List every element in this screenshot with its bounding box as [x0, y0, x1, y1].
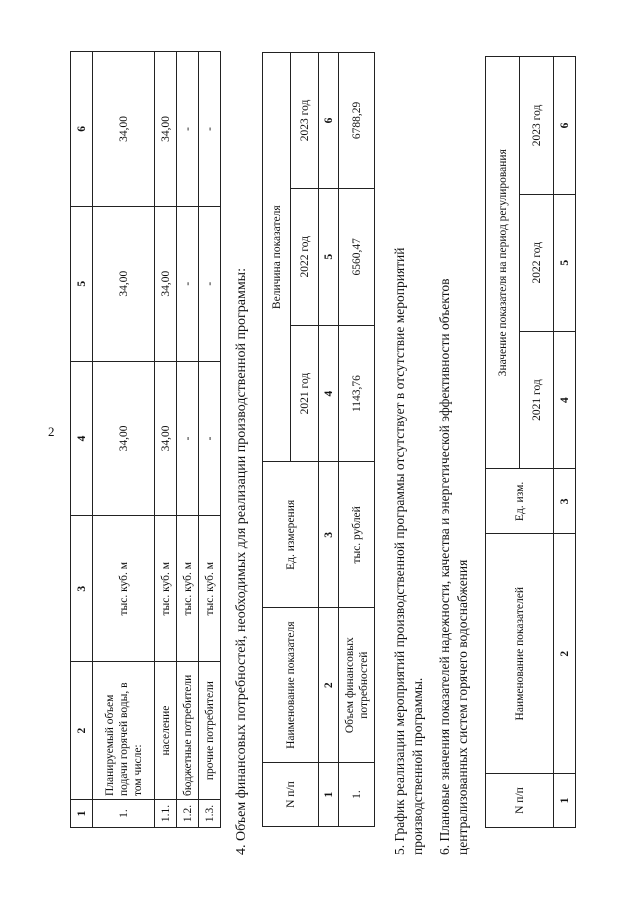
table-cell: Наименование показателей [486, 534, 554, 774]
table-cell: Ед. изм. [486, 469, 554, 534]
section-4-title: 4. Объем финансовых потребностей, необходимых для реализации производственной программы: [234, 268, 249, 855]
table-cell: тыс. рублей [339, 462, 375, 608]
table-cell: прочие потребители [199, 662, 221, 800]
table-cell: 4 [554, 331, 576, 469]
table-cell: тыс. куб. м [199, 516, 221, 662]
table-row [486, 57, 520, 828]
table-2 [262, 52, 375, 827]
table-cell: 2022 год [520, 194, 554, 331]
table-cell: 6 [554, 57, 576, 195]
table-cell: 34,00 [93, 52, 155, 207]
page-number: 2 [48, 424, 55, 439]
table-cell: Ед. измерения [263, 462, 319, 608]
table-cell: население [155, 662, 177, 800]
table-cell: тыс. куб. м [93, 516, 155, 662]
table-cell: 3 [319, 462, 339, 608]
table-cell: 2 [319, 608, 339, 763]
table-cell: тыс. куб. м [177, 516, 199, 662]
table-cell: 1.2. [177, 800, 199, 828]
table-cell: 2 [554, 534, 576, 774]
table-row [177, 52, 199, 828]
table-cell: 4 [319, 325, 339, 462]
table-cell: - [177, 52, 199, 207]
table-cell: 1.1. [155, 800, 177, 828]
section-5-line-1: 5. График реализации мероприятий производственной программы отсутствует в отсутствие мероприятий [392, 247, 407, 855]
table-3-wrapper [485, 56, 576, 828]
table-cell: - [177, 206, 199, 361]
table-row [199, 52, 221, 828]
table-cell: 1143,76 [339, 325, 375, 462]
table-cell: 1 [554, 774, 576, 828]
table-2-wrapper [262, 52, 375, 827]
table-cell: 2021 год [520, 331, 554, 469]
table-row [319, 53, 339, 827]
table-cell: 5 [554, 194, 576, 331]
section-6-line-2: централизованных систем горячего водоснабжения [455, 559, 470, 855]
table-cell: 1 [319, 763, 339, 827]
table-cell: - [177, 361, 199, 516]
table-cell: 1. [93, 800, 155, 828]
table-cell: - [199, 361, 221, 516]
table-cell: 2021 год [291, 325, 319, 462]
table-cell: N п/п [486, 774, 554, 828]
table-row [339, 53, 375, 827]
table-cell: Наименование показателя [263, 608, 319, 763]
table-cell: 1. [339, 763, 375, 827]
table-cell: 2 [71, 662, 93, 800]
table-cell: 34,00 [155, 206, 177, 361]
table-cell: бюджетные потребители [177, 662, 199, 800]
table-cell: 1.3. [199, 800, 221, 828]
table-1-wrapper [70, 51, 221, 828]
table-cell: 6 [71, 52, 93, 207]
table-cell: 2023 год [291, 53, 319, 189]
table-cell: 2023 год [520, 57, 554, 195]
table-3 [485, 56, 576, 828]
table-cell: 6 [319, 53, 339, 189]
table-cell: 2022 год [291, 188, 319, 325]
section-6-line-1: 6. Плановые значения показателей надежности, качества и энергетической эффективности объектов [437, 278, 452, 855]
table-cell: 4 [71, 361, 93, 516]
table-cell: 34,00 [155, 52, 177, 207]
section-5-line-2: производственной программы. [410, 677, 425, 855]
table-cell: 5 [71, 206, 93, 361]
table-cell: 34,00 [93, 361, 155, 516]
table-cell: 1 [71, 800, 93, 828]
table-row [554, 57, 576, 828]
table-cell: 34,00 [155, 361, 177, 516]
table-cell: 34,00 [93, 206, 155, 361]
table-cell: Величина показателя [263, 53, 291, 462]
table-row [93, 52, 155, 828]
table-cell: Объем финансовых потребностей [339, 608, 375, 763]
table-row [263, 53, 291, 827]
table-cell: 3 [554, 469, 576, 534]
table-cell: - [199, 52, 221, 207]
table-row [71, 52, 93, 828]
table-1 [70, 51, 221, 828]
table-cell: 6788,29 [339, 53, 375, 189]
table-cell: N п/п [263, 763, 319, 827]
table-cell: тыс. куб. м [155, 516, 177, 662]
table-cell: 5 [319, 188, 339, 325]
table-row [155, 52, 177, 828]
table-cell: Значение показателя на период регулирования [486, 57, 520, 469]
table-cell: Планируемый объем подачи горячей воды, в том числе: [93, 662, 155, 800]
table-cell: 3 [71, 516, 93, 662]
table-cell: - [199, 206, 221, 361]
table-cell: 6560,47 [339, 188, 375, 325]
